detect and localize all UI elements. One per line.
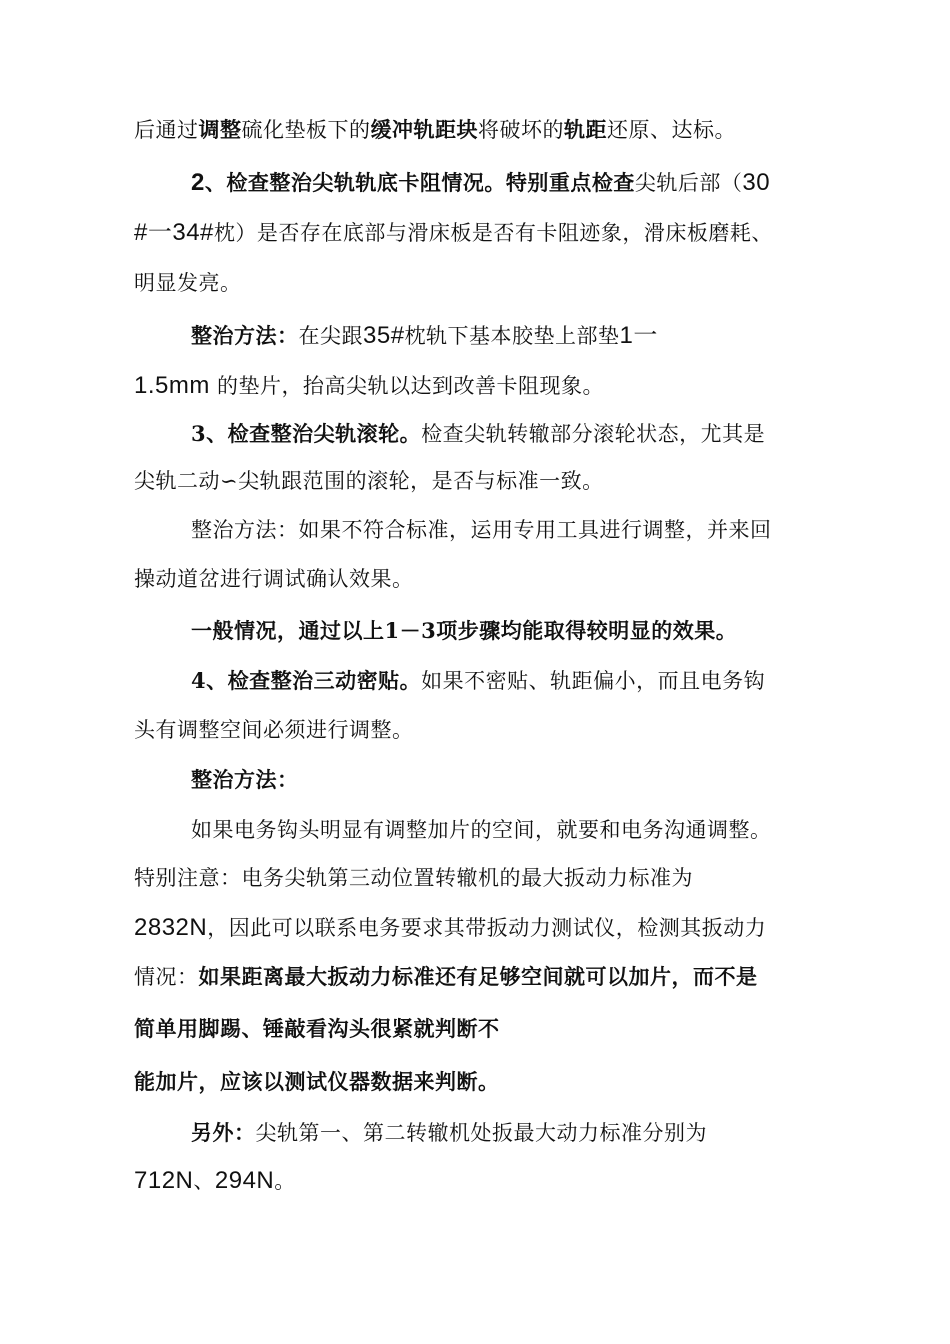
bold-span: 如果距离最大扳动力标准还有足够空间就可以加片，而不是: [198, 964, 758, 989]
bold-span: 轨距: [564, 117, 607, 142]
paragraph-5-line-2: 操动道岔进行调试确认效果。: [134, 567, 414, 591]
text-span: 尖轨第一、第二转辙机处扳最大动力标准分别为: [255, 1121, 707, 1145]
text-span: 检查尖轨转辙部分滚轮状态，尤其是: [421, 422, 766, 446]
bold-span: 、检查整治尖轨轨底卡阻情况。特别重点检查: [204, 170, 635, 195]
paragraph-9-line-3: [134, 913, 766, 943]
text-span: 还原、达标。: [607, 118, 736, 142]
text-span: 硫化垫板下的: [241, 118, 371, 142]
paragraph-9-line-2: 特别注意：电务尖轨第三动位置转辙机的最大扳动力标准为: [134, 866, 693, 890]
text-span: ，因此可以联系电务要求其带扳动力测试仪，检测其扳动力: [207, 916, 767, 940]
paragraph-9-line-5: 简单用脚踢、锤敲看沟头很紧就判断不: [134, 1016, 500, 1041]
number-span: 35#: [363, 322, 405, 349]
paragraph-9-line-1: 如果电务钩头明显有调整加片的空间，就要和电务沟通调整。: [191, 818, 772, 842]
text-span: 、: [193, 1169, 215, 1193]
bold-span: 调整: [198, 117, 242, 142]
bold-span: 3、检查整治尖轨滚轮。: [191, 421, 422, 446]
text-span: 如果不密贴、轨距偏小，而且电务钩: [421, 669, 766, 693]
number-span: 30: [742, 169, 771, 196]
paragraph-6-line-1: 一般情况，通过以上1－3项步骤均能取得较明显的效果。: [191, 618, 738, 643]
paragraph-2-line-3: 明显发亮。: [134, 271, 242, 295]
paragraph-10-line-1: [191, 1118, 707, 1148]
number-span: 1.5mm: [134, 372, 210, 399]
number-span: #一: [134, 219, 173, 246]
paragraph-7-line-1: [191, 666, 765, 696]
paragraph-4-line-2: 尖轨二动∽尖轨跟范围的滚轮，是否与标准一致。: [134, 469, 604, 493]
number-span: 712N: [134, 1167, 194, 1194]
bold-span: 另外：: [191, 1120, 256, 1145]
text-span: 将破坏的: [478, 118, 564, 142]
paragraph-3-line-1: [191, 321, 658, 351]
number-span: 1一: [619, 322, 658, 349]
text-span: 后通过: [134, 118, 199, 142]
paragraph-1-line-1: [134, 115, 736, 145]
number-span: 2832N: [134, 914, 208, 941]
paragraph-9-line-4: [134, 962, 758, 992]
paragraph-8-line-1: 整治方法：: [191, 767, 299, 792]
text-span: 情况：: [134, 965, 199, 989]
bold-span: 整治方法：: [191, 323, 299, 348]
number-span: 34#: [172, 219, 214, 246]
paragraph-10-line-2: [134, 1166, 296, 1196]
text-span: 的垫片，抬高尖轨以达到改善卡阻现象。: [209, 374, 605, 398]
number-span: 2: [191, 169, 205, 196]
number-span: 294N: [214, 1167, 275, 1194]
paragraph-2-line-1: [191, 168, 770, 198]
text-span: 尖轨后部（: [634, 171, 743, 195]
paragraph-9-line-6: 能加片，应该以测试仪器数据来判断。: [134, 1069, 500, 1094]
paragraph-2-line-2: [134, 218, 773, 248]
bold-span: 4、检查整治三动密贴。: [191, 668, 422, 693]
paragraph-5-line-1: 整治方法：如果不符合标准，运用专用工具进行调整，并来回: [191, 518, 772, 542]
paragraph-7-line-2: 头有调整空间必须进行调整。: [134, 718, 414, 742]
text-span: 在尖跟: [298, 324, 363, 348]
text-span: 。: [274, 1169, 296, 1193]
paragraph-3-line-2: [134, 371, 604, 401]
text-span: 枕）是否存在底部与滑床板是否有卡阻迹象，滑床板磨耗、: [213, 221, 773, 245]
text-span: 枕轨下基本胶垫上部垫: [404, 324, 620, 348]
bold-span: 缓冲轨距块: [370, 117, 478, 142]
paragraph-4-line-1: [191, 419, 765, 449]
